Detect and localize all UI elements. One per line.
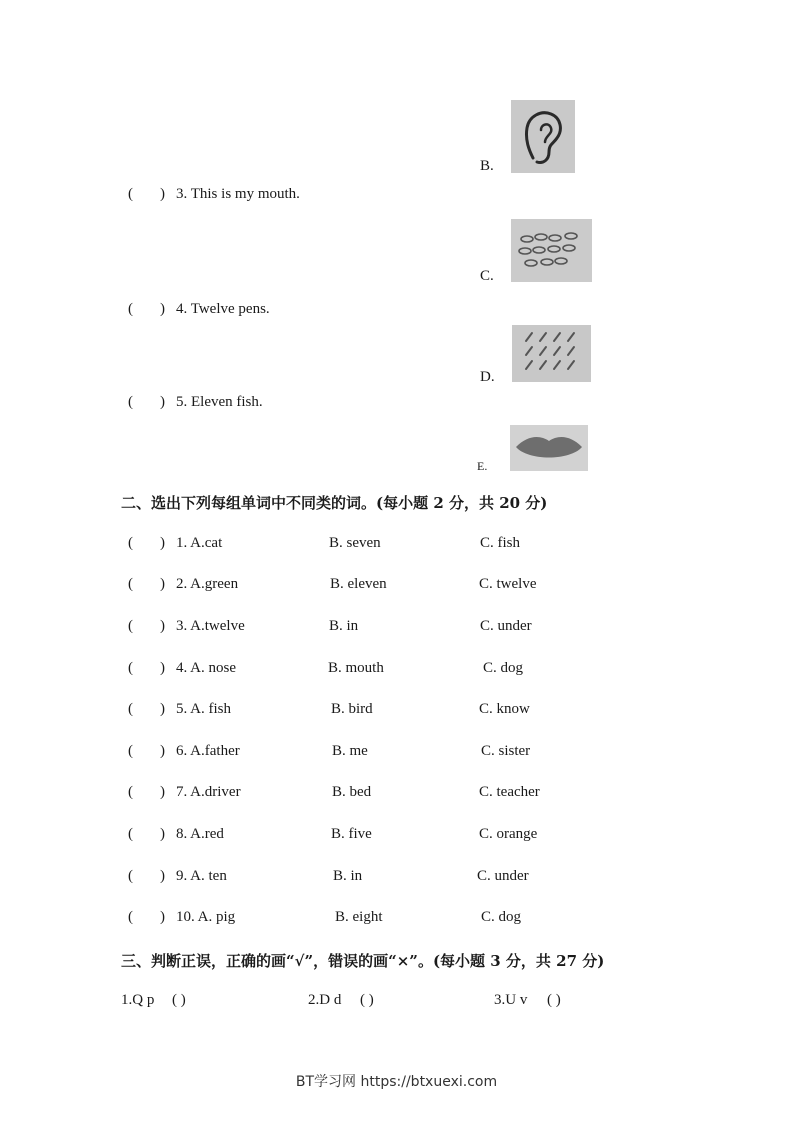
option-letter-c: C. [480,268,494,284]
question-text: 4. Twelve pens. [176,301,270,317]
judge-answer-blank[interactable]: ( ) [547,992,561,1008]
option-letter-b: B. [480,158,494,174]
answer-paren-close: ) [160,743,165,759]
mouth-lips-icon [510,425,588,471]
option-a: 5. A. fish [176,701,232,717]
option-a: 1. A.cat [176,535,223,551]
option-c: C. know [479,701,530,717]
option-c: C. twelve [479,576,537,592]
judge-answer-blank[interactable]: ( ) [172,992,186,1008]
option-b: B. bird [331,701,373,717]
answer-paren-close: ) [160,701,165,717]
answer-paren-close: ) [160,618,165,634]
answer-paren-close: ) [160,186,165,202]
section-2-heading: 二、选出下列每组单词中不同类的词。(每小题 2 分，共 20 分) [121,494,548,512]
answer-paren-close: ) [160,909,165,925]
answer-paren-close: ) [160,576,165,592]
option-b: B. eleven [330,576,387,592]
answer-paren-open[interactable]: ( [128,576,133,592]
answer-paren-open[interactable]: ( [128,909,133,925]
answer-paren-open[interactable]: ( [128,743,133,759]
option-b: B. me [332,743,368,759]
judge-item-text: 3.U v [494,992,528,1008]
answer-paren-open[interactable]: ( [128,394,133,410]
section-3-heading: 三、判断正误，正确的画“√”，错误的画“×”。(每小题 3 分，共 27 分) [121,952,605,970]
option-c: C. fish [480,535,521,551]
option-a: 4. A. nose [176,660,236,676]
answer-paren-open[interactable]: ( [128,784,133,800]
option-b: B. bed [332,784,372,800]
answer-paren-close: ) [160,394,165,410]
answer-paren-open[interactable]: ( [128,826,133,842]
option-a: 6. A.father [176,743,240,759]
option-b: B. seven [329,535,381,551]
option-a: 10. A. pig [176,909,236,925]
option-c: C. dog [483,660,524,676]
option-b: B. in [333,868,363,884]
answer-paren-open[interactable]: ( [128,618,133,634]
answer-paren-open[interactable]: ( [128,535,133,551]
option-b: B. eight [335,909,383,925]
option-c: C. sister [481,743,531,759]
answer-paren-open[interactable]: ( [128,868,133,884]
judge-item-text: 1.Q p [121,992,155,1008]
option-letter-d: D. [480,369,495,385]
option-c: C. under [477,868,529,884]
footer-watermark[interactable]: BT学习网 https://btxuexi.com [295,1074,498,1090]
option-c: C. orange [479,826,538,842]
option-a: 2. A.green [176,576,239,592]
question-text: 3. This is my mouth. [176,186,300,202]
option-c: C. under [480,618,532,634]
answer-paren-close: ) [160,826,165,842]
pens-group-icon [512,325,591,382]
answer-paren-close: ) [160,868,165,884]
answer-paren-close: ) [160,301,165,317]
question-text: 5. Eleven fish. [176,394,263,410]
option-b: B. in [329,618,359,634]
option-a: 8. A.red [176,826,224,842]
answer-paren-close: ) [160,535,165,551]
judge-answer-blank[interactable]: ( ) [360,992,374,1008]
option-c: C. teacher [479,784,540,800]
option-a: 7. A.driver [176,784,241,800]
answer-paren-open[interactable]: ( [128,301,133,317]
answer-paren-close: ) [160,660,165,676]
option-a: 9. A. ten [176,868,227,884]
answer-paren-close: ) [160,784,165,800]
judge-item-text: 2.D d [308,992,342,1008]
answer-paren-open[interactable]: ( [128,701,133,717]
ear-icon [511,100,575,173]
answer-paren-open[interactable]: ( [128,660,133,676]
fish-group-icon [511,219,592,282]
option-a: 3. A.twelve [176,618,245,634]
option-letter-e: E. [477,459,488,473]
option-b: B. mouth [328,660,384,676]
answer-paren-open[interactable]: ( [128,186,133,202]
option-b: B. five [331,826,372,842]
option-c: C. dog [481,909,522,925]
